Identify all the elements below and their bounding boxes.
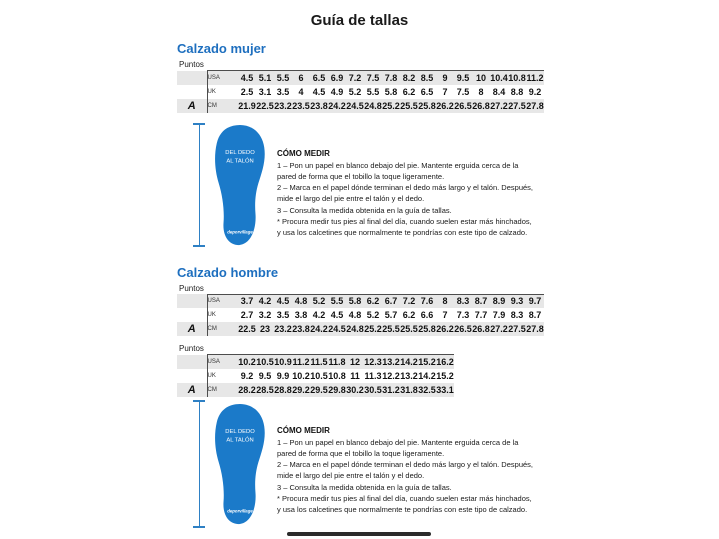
size-value: 8.7 <box>472 294 490 308</box>
size-value: 8.5 <box>418 71 436 85</box>
corner-cell: A <box>177 383 207 397</box>
footprint-label-line1: DEL DEDO <box>225 149 255 156</box>
size-value: 4.2 <box>312 310 326 320</box>
size-value: 7.3 <box>456 310 470 320</box>
unit-label: CM <box>207 383 238 397</box>
points-label-men-1: Puntos <box>179 283 204 293</box>
size-value: 6.5 <box>310 71 328 85</box>
size-value: 12.3 <box>364 355 382 369</box>
size-value: 26.2 <box>436 324 454 334</box>
unit-label: USA <box>207 294 238 308</box>
size-row-cm <box>177 383 454 397</box>
men-size-table-2 <box>177 354 454 397</box>
size-value: 5.2 <box>348 86 362 97</box>
corner-cell <box>177 294 207 308</box>
size-value: 9.5 <box>258 370 272 381</box>
size-value: 7 <box>442 310 448 320</box>
footprint-label-line2: AL TALÓN <box>226 437 254 444</box>
how-to-step: * Procura medir tus pies al final del día, cuando suelen estar más hinchados, y usa los calcetines que normalmente te pondrías con este tipo de calzado. <box>277 216 532 237</box>
size-value: 11 <box>350 370 360 381</box>
footprint-diagram <box>209 123 271 247</box>
size-row-usa <box>177 71 544 85</box>
size-value: 26.2 <box>436 100 454 111</box>
size-value: 21.9 <box>238 100 256 111</box>
size-value: 6.2 <box>402 310 416 320</box>
points-label-men-2: Puntos <box>179 344 204 353</box>
size-value: 25.8 <box>418 100 436 111</box>
size-row-usa <box>177 355 454 369</box>
corner-cell <box>177 308 207 322</box>
size-value: 24.8 <box>364 100 382 111</box>
size-value: 16.2 <box>436 355 454 369</box>
size-value: 2.7 <box>240 310 254 320</box>
ruler-cap-bottom <box>193 526 205 528</box>
size-value: 23.8 <box>292 324 310 334</box>
size-row-usa <box>177 294 544 308</box>
size-value: 27.8 <box>526 324 544 334</box>
size-value: 3.2 <box>258 310 272 320</box>
how-to-measure-steps <box>277 437 535 516</box>
size-value: 10 <box>472 71 490 85</box>
size-value: 8.9 <box>490 294 508 308</box>
men-size-table-1 <box>177 294 544 337</box>
size-value: 5.5 <box>366 86 380 97</box>
size-value: 7.7 <box>474 310 488 320</box>
size-value: 6.5 <box>420 86 434 97</box>
size-value: 5.2 <box>366 310 380 320</box>
size-row-uk <box>177 85 544 99</box>
size-value: 6.7 <box>382 294 400 308</box>
size-value: 7.8 <box>382 71 400 85</box>
size-value: 11.2 <box>526 71 544 85</box>
size-value: 7.6 <box>418 294 436 308</box>
size-value: 8 <box>436 294 454 308</box>
size-value: 3.1 <box>258 86 272 97</box>
size-row-cm <box>177 322 544 336</box>
size-value: 5.1 <box>256 71 274 85</box>
size-row-cm <box>177 99 544 113</box>
how-to-step: 1 – Pon un papel en blanco debajo del pie. Mantente erguida cerca de la pared de forma que el tobillo la toque ligeramente. <box>277 160 519 181</box>
size-value: 29.8 <box>328 384 346 395</box>
size-value: 29.2 <box>292 384 310 395</box>
size-value: 8.3 <box>454 294 472 308</box>
footprint-diagram <box>209 400 271 528</box>
size-value: 27.5 <box>508 324 526 334</box>
size-value: 4.5 <box>238 71 256 85</box>
women-size-table <box>177 70 544 113</box>
size-value: 7.2 <box>400 294 418 308</box>
size-value: 28.2 <box>238 384 256 395</box>
size-guide-content <box>177 41 572 528</box>
size-value: 32.5 <box>418 384 436 395</box>
section-heading-men: Calzado hombre <box>177 264 279 280</box>
how-to-measure-steps <box>277 160 535 239</box>
how-to-step: 3 – Consulta la medida obtenida en la guía de tallas. <box>277 205 452 215</box>
size-value: 27.5 <box>508 100 526 111</box>
size-value: 7.5 <box>364 71 382 85</box>
size-value: 31.8 <box>400 384 418 395</box>
size-value: 10.5 <box>310 370 328 381</box>
size-value: 4.9 <box>330 86 344 97</box>
size-value: 24.5 <box>346 100 364 111</box>
size-value: 23.8 <box>310 100 328 111</box>
size-value: 7.2 <box>346 71 364 85</box>
size-value: 10.2 <box>238 355 256 369</box>
size-value: 25.5 <box>400 100 418 111</box>
size-value: 25.8 <box>418 324 436 334</box>
footprint-shape <box>215 124 265 244</box>
length-ruler <box>193 400 205 528</box>
size-value: 5.8 <box>384 86 398 97</box>
men-measure-diagram-row <box>193 400 572 528</box>
size-value: 8.8 <box>510 86 524 97</box>
size-value: 4.5 <box>330 310 344 320</box>
corner-cell <box>177 369 207 383</box>
how-to-measure-block <box>277 400 535 528</box>
size-value: 33.1 <box>436 384 454 395</box>
size-value: 10.8 <box>508 71 526 85</box>
size-value: 8.7 <box>528 310 542 320</box>
size-value: 14.2 <box>400 355 418 369</box>
ruler-cap-bottom <box>193 245 205 247</box>
size-value: 11.2 <box>292 355 310 369</box>
size-value: 4.2 <box>256 294 274 308</box>
size-value: 9.2 <box>528 86 542 97</box>
how-to-measure-title: CÓMO MEDIR <box>277 148 330 158</box>
size-value: 14.2 <box>418 370 436 381</box>
size-value: 8 <box>478 86 484 97</box>
size-value: 9.3 <box>508 294 526 308</box>
size-value: 24.5 <box>328 324 346 334</box>
women-measure-diagram-row <box>193 123 572 247</box>
size-value: 3.5 <box>276 86 290 97</box>
size-value: 6.9 <box>328 71 346 85</box>
size-value: 22.5 <box>256 100 274 111</box>
size-value: 25.2 <box>382 100 400 111</box>
size-value: 25.5 <box>382 324 400 334</box>
size-value: 24.2 <box>328 100 346 111</box>
size-value: 9.2 <box>240 370 254 381</box>
size-value: 11.5 <box>310 355 328 369</box>
size-value: 27.2 <box>490 324 508 334</box>
home-indicator-bar[interactable] <box>287 532 431 536</box>
how-to-step: 1 – Pon un papel en blanco debajo del pie. Mantente erguida cerca de la pared de forma que el tobillo la toque ligeramente. <box>277 437 519 458</box>
page-title: Guía de tallas <box>310 12 409 29</box>
size-value: 10.2 <box>292 370 310 381</box>
how-to-step: 2 – Marca en el papel dónde terminan el dedo más largo y el talón. Después, mide el largo del pie entre el talón y el dedo. <box>277 183 533 204</box>
how-to-step: 3 – Consulta la medida obtenida en la guía de tallas. <box>277 482 452 492</box>
size-value: 7.9 <box>492 310 506 320</box>
corner-cell <box>177 85 207 99</box>
size-value: 7 <box>442 86 448 97</box>
brand-logo-text: deporvillage <box>227 507 253 513</box>
size-value: 6.2 <box>364 294 382 308</box>
size-value: 23.2 <box>274 100 292 111</box>
size-value: 13.2 <box>382 355 400 369</box>
size-value: 8.2 <box>400 71 418 85</box>
how-to-step: * Procura medir tus pies al final del día, cuando suelen estar más hinchados, y usa los calcetines que normalmente te pondrías con este tipo de calzado. <box>277 493 532 514</box>
size-value: 26.8 <box>472 100 490 111</box>
size-value: 6.2 <box>402 86 416 97</box>
size-value: 27.8 <box>526 100 544 111</box>
size-value: 3.5 <box>276 310 290 320</box>
size-value: 10.4 <box>490 71 508 85</box>
size-value: 8.3 <box>510 310 524 320</box>
size-value: 9 <box>436 71 454 85</box>
how-to-step: 2 – Marca en el papel dónde terminan el dedo más largo y el talón. Después, mide el largo del pie entre el talón y el dedo. <box>277 460 533 481</box>
corner-cell <box>177 71 207 85</box>
unit-label: USA <box>207 355 238 369</box>
corner-cell <box>177 355 207 369</box>
size-value: 5.7 <box>384 310 398 320</box>
how-to-measure-block <box>277 123 535 247</box>
size-value: 13.2 <box>400 370 418 381</box>
size-value: 24.2 <box>310 324 328 334</box>
unit-label: USA <box>207 71 238 85</box>
size-value: 12.2 <box>382 370 400 381</box>
size-value: 30.2 <box>346 384 364 395</box>
size-value: 8.4 <box>492 86 506 97</box>
size-value: 5.2 <box>310 294 328 308</box>
size-value: 30.5 <box>364 384 382 395</box>
size-value: 27.2 <box>490 100 508 111</box>
size-value: 2.5 <box>240 86 254 97</box>
size-value: 10.9 <box>274 355 292 369</box>
how-to-measure-title: CÓMO MEDIR <box>277 425 330 435</box>
size-value: 15.2 <box>436 370 454 381</box>
unit-label: CM <box>207 99 238 113</box>
length-ruler <box>193 123 205 247</box>
size-value: 23 <box>256 322 274 336</box>
size-value: 11.3 <box>364 370 382 381</box>
size-value: 5.5 <box>274 71 292 85</box>
size-value: 15.2 <box>418 355 436 369</box>
corner-cell: A <box>177 322 207 336</box>
size-value: 7.5 <box>456 86 470 97</box>
size-value: 3.8 <box>294 310 308 320</box>
ruler-line <box>199 400 200 528</box>
size-value: 12 <box>346 355 364 369</box>
section-heading-women: Calzado mujer <box>177 41 266 56</box>
size-value: 9.9 <box>276 370 290 381</box>
size-value: 9.7 <box>526 294 544 308</box>
size-value: 22.5 <box>238 324 256 334</box>
unit-label: CM <box>207 322 238 336</box>
size-value: 28.5 <box>256 384 274 395</box>
brand-logo-text: deporvillage <box>227 228 253 234</box>
unit-label: UK <box>207 369 238 383</box>
size-value: 10.8 <box>328 370 346 381</box>
size-value: 3.7 <box>238 294 256 308</box>
ruler-line <box>199 123 200 247</box>
unit-label: UK <box>207 85 238 99</box>
size-value: 23.2 <box>274 324 292 334</box>
size-value: 4.5 <box>312 86 326 97</box>
footprint-label-line1: DEL DEDO <box>225 428 255 435</box>
size-value: 25.5 <box>400 324 418 334</box>
size-value: 5.8 <box>346 294 364 308</box>
size-value: 24.8 <box>346 324 364 334</box>
size-row-uk <box>177 369 454 383</box>
size-value: 6.6 <box>420 310 434 320</box>
size-value: 6 <box>292 71 310 85</box>
size-value: 28.8 <box>274 384 292 395</box>
size-value: 9.5 <box>454 71 472 85</box>
size-value: 26.8 <box>472 324 490 334</box>
unit-label: UK <box>207 308 238 322</box>
size-value: 23.5 <box>292 100 310 111</box>
size-value: 29.5 <box>310 384 328 395</box>
corner-cell: A <box>177 99 207 113</box>
size-value: 5.5 <box>328 294 346 308</box>
size-value: 25.2 <box>364 324 382 334</box>
size-value: 4.8 <box>292 294 310 308</box>
size-value: 4.8 <box>348 310 362 320</box>
size-value: 4.5 <box>274 294 292 308</box>
size-value: 11.8 <box>328 355 346 369</box>
footprint-label-line2: AL TALÓN <box>226 158 254 165</box>
size-value: 26.5 <box>454 100 472 111</box>
size-row-uk <box>177 308 544 322</box>
size-value: 10.5 <box>256 355 274 369</box>
points-label-women: Puntos <box>179 60 204 69</box>
footprint-shape <box>215 403 265 523</box>
size-value: 4 <box>298 86 304 97</box>
size-value: 26.5 <box>454 324 472 334</box>
size-value: 31.2 <box>382 384 400 395</box>
